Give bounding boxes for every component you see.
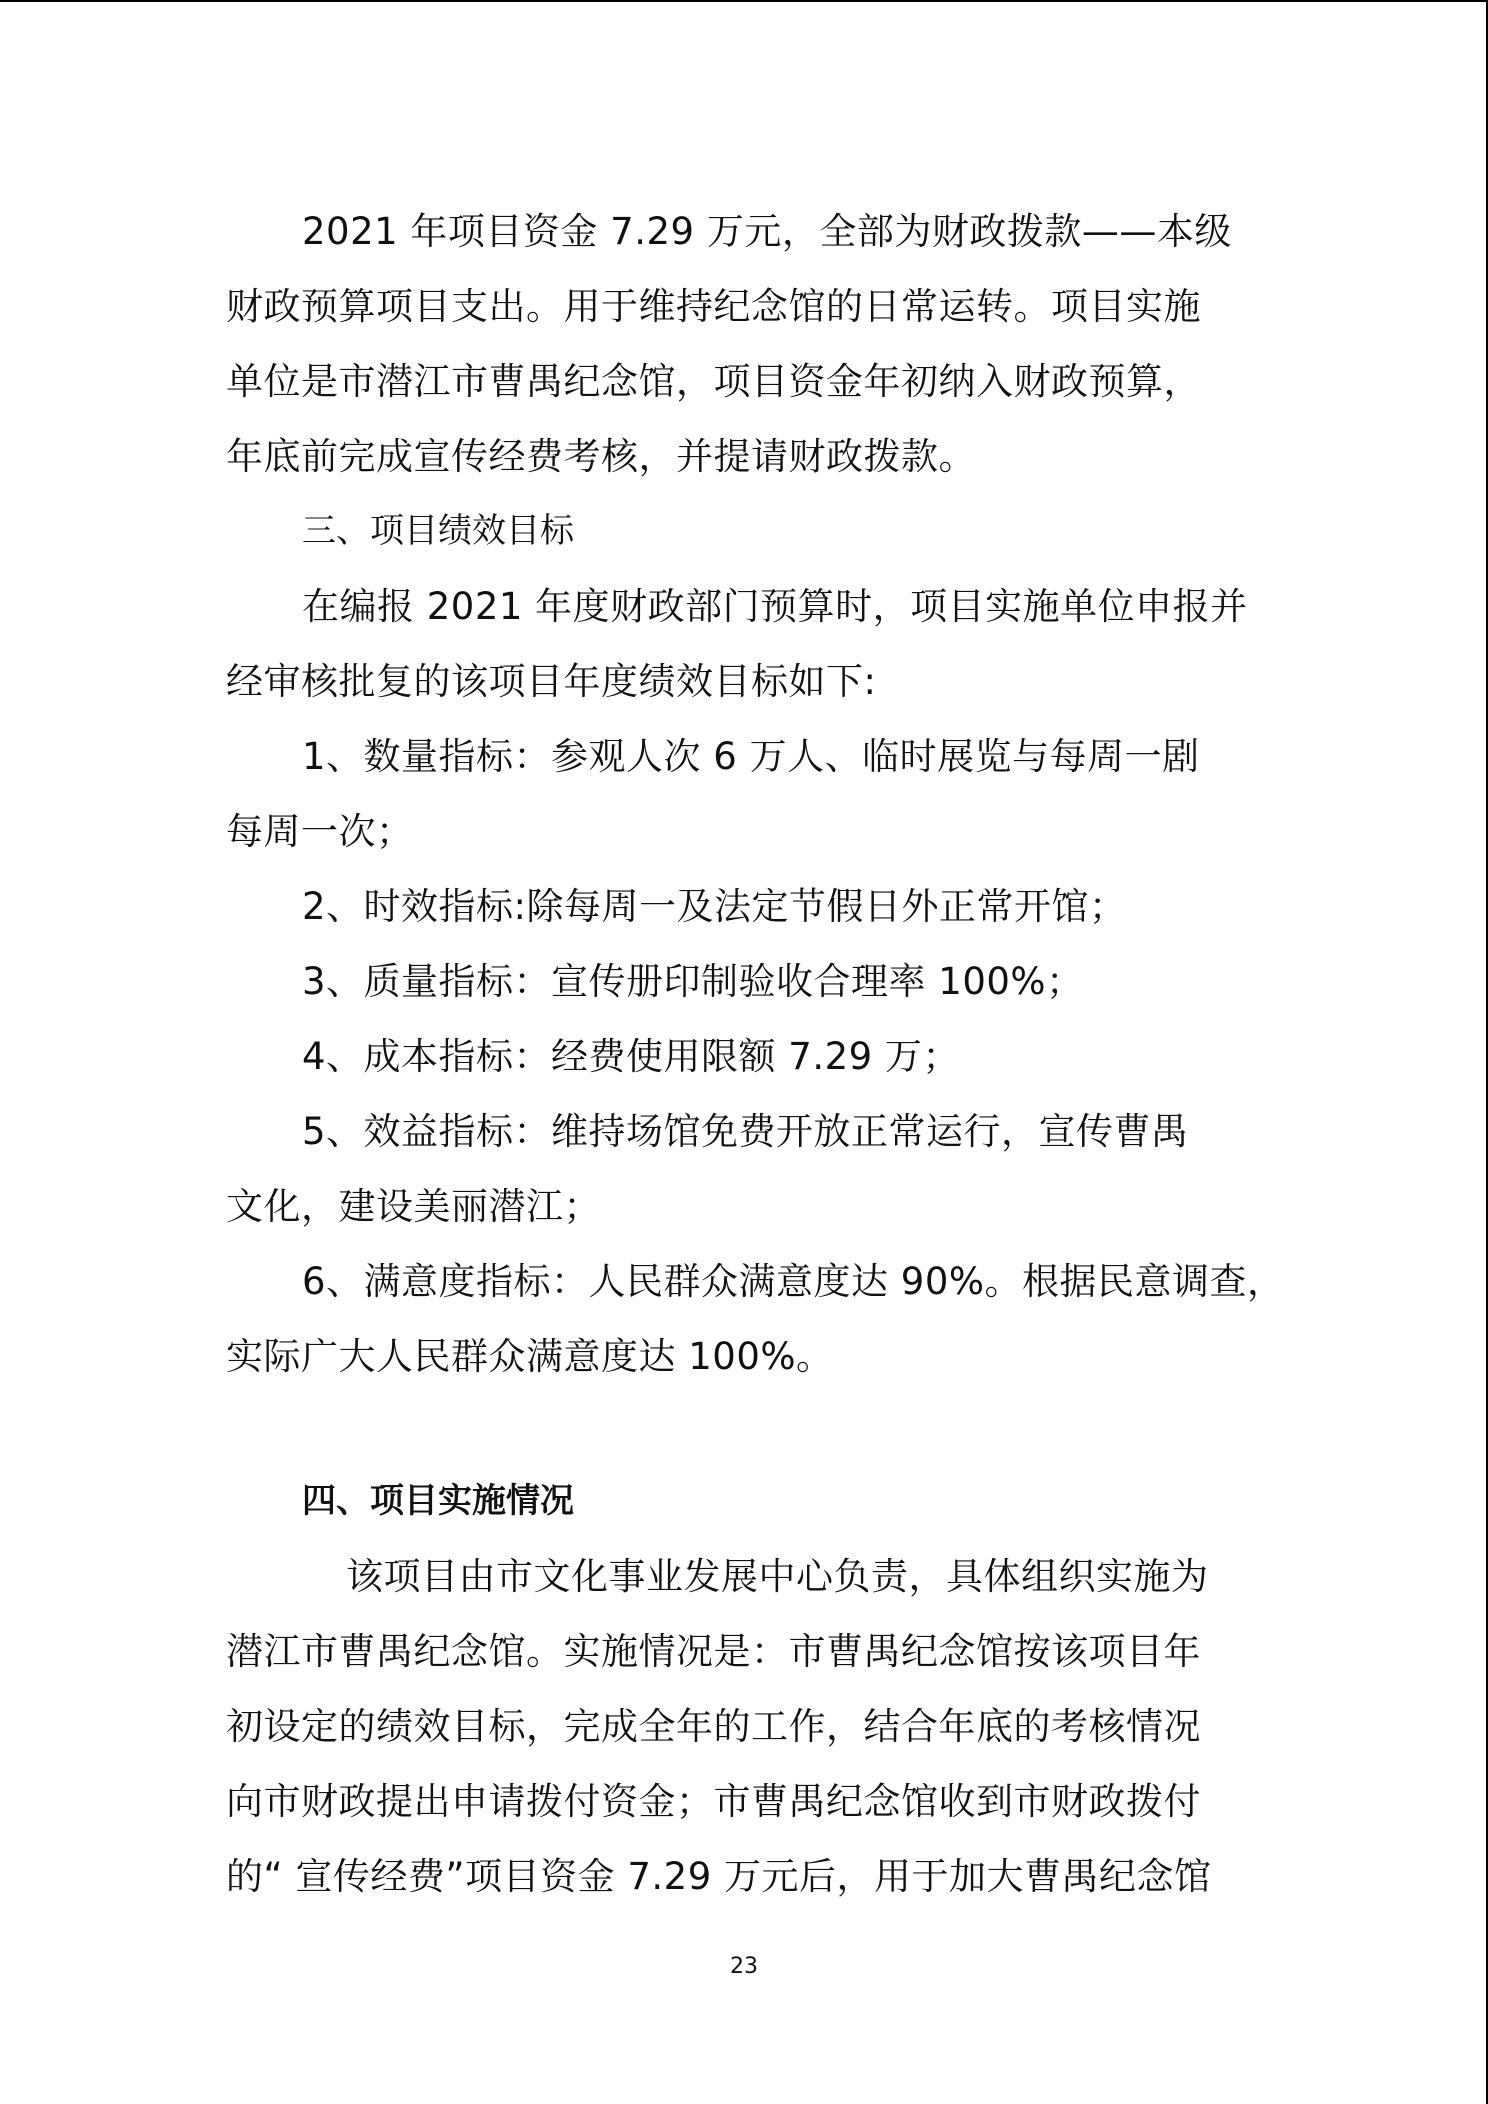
list-item-satisfaction: 6、满意度指标：人民群众满意度达 90%。根据民意调查， [302, 1260, 1285, 1303]
document-body [226, 194, 1285, 1914]
paragraph-line: 该项目由市文化事业发展中心负责，具体组织实施为 [346, 1555, 1209, 1598]
list-item-quality: 3、质量指标：宣传册印制验收合理率 100%； [302, 960, 1084, 1003]
paragraph-line: 经审核批复的该项目年度绩效目标如下: [226, 660, 877, 703]
list-item-satisfaction-cont: 实际广大人民群众满意度达 100%。 [226, 1335, 834, 1378]
page-border-top [0, 0, 1488, 2]
list-item-cost: 4、成本指标：经费使用限额 7.29 万； [302, 1035, 960, 1078]
spacer [226, 1394, 1266, 1464]
paragraph-line: 的“ 宣传经费”项目资金 7.29 万元后，用于加大曹禺纪念馆 [226, 1855, 1212, 1898]
page-number: 23 [730, 1954, 758, 1979]
paragraph-line: 单位是市潜江市曹禺纪念馆，项目资金年初纳入财政预算， [226, 360, 1201, 403]
list-item-benefit-cont: 文化，建设美丽潜江； [226, 1185, 601, 1228]
list-item-benefit: 5、效益指标：维持场馆免费开放正常运行，宣传曹禺 [302, 1110, 1189, 1153]
paragraph-line: 初设定的绩效目标，完成全年的工作，结合年底的考核情况 [226, 1705, 1201, 1748]
list-item-quantity: 1、数量指标：参观人次 6 万人、临时展览与每周一剧 [302, 735, 1200, 778]
paragraph-line: 年底前完成宣传经费考核，并提请财政拨款。 [226, 435, 976, 478]
list-item-timeliness: 2、时效指标:除每周一及法定节假日外正常开馆； [302, 885, 1127, 928]
list-item-quantity-cont: 每周一次； [226, 810, 414, 853]
section-heading-4: 四、项目实施情况 [302, 1481, 574, 1521]
section-heading-3: 三、项目绩效目标 [302, 511, 574, 551]
paragraph-line: 在编报 2021 年度财政部门预算时，项目实施单位申报并 [302, 585, 1248, 628]
paragraph-line: 财政预算项目支出。用于维持纪念馆的日常运转。项目实施 [226, 285, 1201, 328]
paragraph-line: 向市财政提出申请拨付资金；市曹禺纪念馆收到市财政拨付 [226, 1780, 1201, 1823]
paragraph-line: 2021 年项目资金 7.29 万元，全部为财政拨款——本级 [302, 210, 1232, 253]
paragraph-line: 潜江市曹禺纪念馆。实施情况是：市曹禺纪念馆按该项目年 [226, 1630, 1201, 1673]
